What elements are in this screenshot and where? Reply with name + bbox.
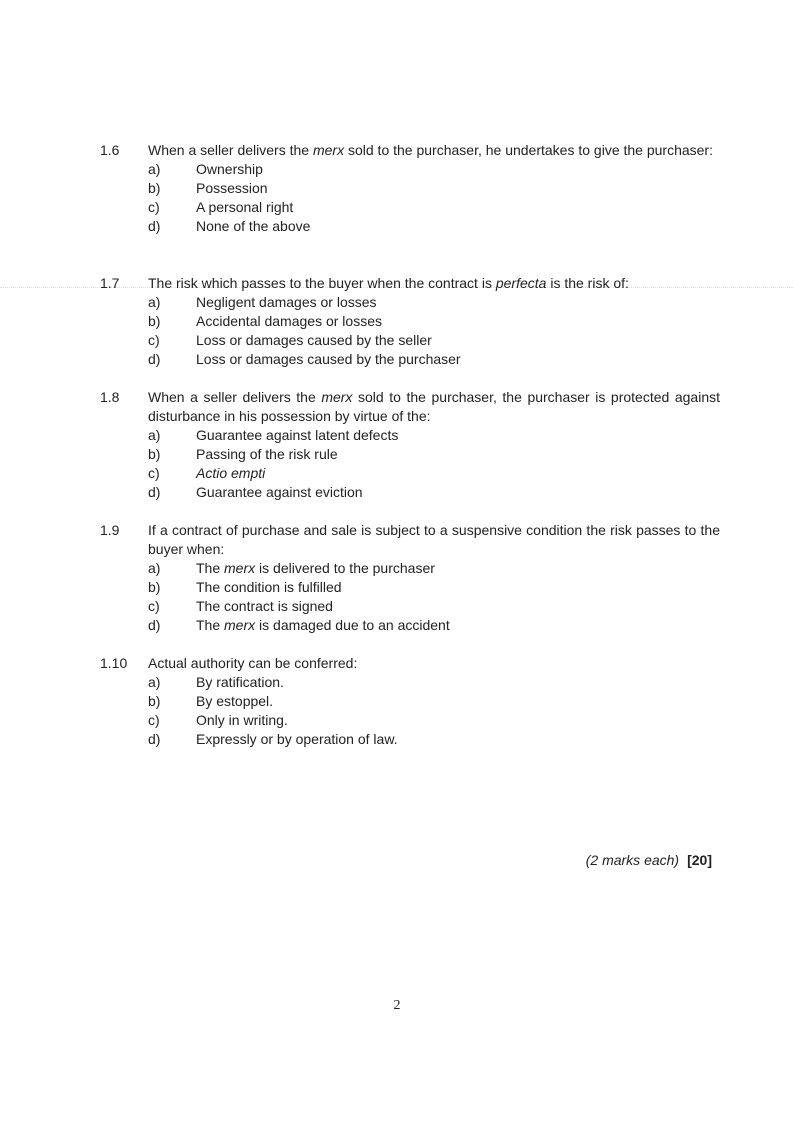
option-letter: c) xyxy=(148,598,160,614)
option-item xyxy=(148,616,720,635)
option-text xyxy=(196,711,288,730)
option-letter: b) xyxy=(148,180,161,196)
option-text xyxy=(196,559,435,578)
question-stem xyxy=(148,654,720,673)
option-text xyxy=(196,673,284,692)
text-run: A personal right xyxy=(196,199,294,215)
option-letter: d) xyxy=(148,617,161,633)
option-list xyxy=(148,160,720,236)
question-number: 1.7 xyxy=(100,275,120,291)
question-1-6 xyxy=(100,141,720,236)
option-item xyxy=(148,483,720,502)
option-letter: b) xyxy=(148,313,161,329)
option-text xyxy=(196,483,363,502)
option-item xyxy=(148,350,720,369)
option-item xyxy=(148,597,720,616)
question-number: 1.8 xyxy=(100,389,120,405)
question-number: 1.6 xyxy=(100,142,120,158)
text-run: Only in writing. xyxy=(196,712,288,728)
option-list xyxy=(148,293,720,369)
text-run: is the risk of: xyxy=(546,275,629,291)
text-run: The xyxy=(196,560,225,576)
option-text xyxy=(196,312,382,331)
option-text xyxy=(196,350,461,369)
option-item xyxy=(148,464,720,483)
text-run: None of the above xyxy=(196,218,311,234)
option-letter: b) xyxy=(148,579,161,595)
question-stem xyxy=(148,141,720,160)
option-text xyxy=(196,198,293,217)
text-run: By ratification. xyxy=(196,674,284,690)
option-item xyxy=(148,331,720,350)
option-text xyxy=(196,616,450,635)
text-run: Guarantee against eviction xyxy=(196,484,363,500)
option-letter: b) xyxy=(148,446,161,462)
question-1-8 xyxy=(100,388,720,502)
option-text xyxy=(196,464,265,483)
text-run: The xyxy=(196,617,225,633)
option-list xyxy=(148,559,720,635)
option-item xyxy=(148,426,720,445)
text-run: Ownership xyxy=(196,161,263,177)
option-list xyxy=(148,673,720,749)
text-run: Passing of the risk rule xyxy=(196,446,338,462)
question-stem xyxy=(148,388,720,426)
question-1-9 xyxy=(100,521,720,635)
option-text xyxy=(196,217,310,236)
option-item xyxy=(148,312,720,331)
option-letter: a) xyxy=(148,560,161,576)
option-item xyxy=(148,179,720,198)
text-run: Guarantee against latent defects xyxy=(196,427,399,443)
question-number: 1.9 xyxy=(100,522,120,538)
option-item xyxy=(148,445,720,464)
option-item xyxy=(148,160,720,179)
option-item xyxy=(148,711,720,730)
option-letter: a) xyxy=(148,674,161,690)
text-run: merx xyxy=(224,560,256,576)
question-stem xyxy=(148,274,720,293)
text-run: The contract is signed xyxy=(196,598,333,614)
option-text xyxy=(196,692,273,711)
option-item xyxy=(148,692,720,711)
marks-line xyxy=(586,852,712,868)
option-letter: c) xyxy=(148,712,160,728)
option-letter: d) xyxy=(148,731,161,747)
option-letter: b) xyxy=(148,693,161,709)
question-1-7 xyxy=(100,274,720,369)
option-letter: d) xyxy=(148,218,161,234)
option-item xyxy=(148,559,720,578)
option-text xyxy=(196,331,432,350)
question-stem xyxy=(148,521,720,559)
text-run: is damaged due to an accident xyxy=(255,617,450,633)
question-number: 1.10 xyxy=(100,655,128,671)
option-letter: a) xyxy=(148,294,161,310)
option-text xyxy=(196,445,338,464)
text-run: The risk which passes to the buyer when the contract is xyxy=(148,275,496,291)
option-text xyxy=(196,179,268,198)
option-text xyxy=(196,160,263,179)
text-run: sold to the purchaser, he undertakes to give the purchaser: xyxy=(344,142,713,158)
text-run: Loss or damages caused by the purchaser xyxy=(196,351,461,367)
text-run: By estoppel. xyxy=(196,693,274,709)
marks-note: (2 marks each) xyxy=(585,852,680,868)
text-run: Actio empti xyxy=(196,465,266,481)
text-run: Actual authority can be conferred: xyxy=(148,655,358,671)
text-run: merx xyxy=(321,389,353,405)
option-item xyxy=(148,217,720,236)
option-letter: d) xyxy=(148,484,161,500)
option-item xyxy=(148,293,720,312)
text-run: Possession xyxy=(196,180,268,196)
option-text xyxy=(196,597,333,616)
option-item xyxy=(148,673,720,692)
text-run: perfecta xyxy=(495,275,547,291)
option-letter: d) xyxy=(148,351,161,367)
text-run: Loss or damages caused by the seller xyxy=(196,332,432,348)
text-run: When a seller delivers the xyxy=(148,142,313,158)
option-item xyxy=(148,578,720,597)
page-number: 2 xyxy=(393,998,401,1013)
text-run: When a seller delivers the xyxy=(148,389,322,405)
text-run: The condition is fulfilled xyxy=(196,579,342,595)
option-letter: c) xyxy=(148,332,160,348)
option-text xyxy=(196,293,377,312)
text-run: Negligent damages or losses xyxy=(196,294,377,310)
option-text xyxy=(196,426,398,445)
option-letter: a) xyxy=(148,427,161,443)
marks-total: [20] xyxy=(687,852,712,868)
option-letter: c) xyxy=(148,199,160,215)
option-text xyxy=(196,730,398,749)
option-letter: c) xyxy=(148,465,160,481)
text-run: Expressly or by operation of law. xyxy=(196,731,398,747)
option-item xyxy=(148,730,720,749)
text-run: Accidental damages or losses xyxy=(196,313,382,329)
text-run: If a contract of purchase and sale is subject to a suspensive condition the risk passes to the buyer when: xyxy=(148,522,720,557)
option-letter: a) xyxy=(148,161,161,177)
option-item xyxy=(148,198,720,217)
question-1-10 xyxy=(100,654,720,749)
option-text xyxy=(196,578,342,597)
option-list xyxy=(148,426,720,502)
text-run: merx xyxy=(312,142,345,158)
text-run: merx xyxy=(224,617,256,633)
text-run: is delivered to the purchaser xyxy=(255,560,435,576)
text-run: sold to the purchaser, the purchaser is protected against disturbance in his possession by virtue of the: xyxy=(148,389,720,424)
